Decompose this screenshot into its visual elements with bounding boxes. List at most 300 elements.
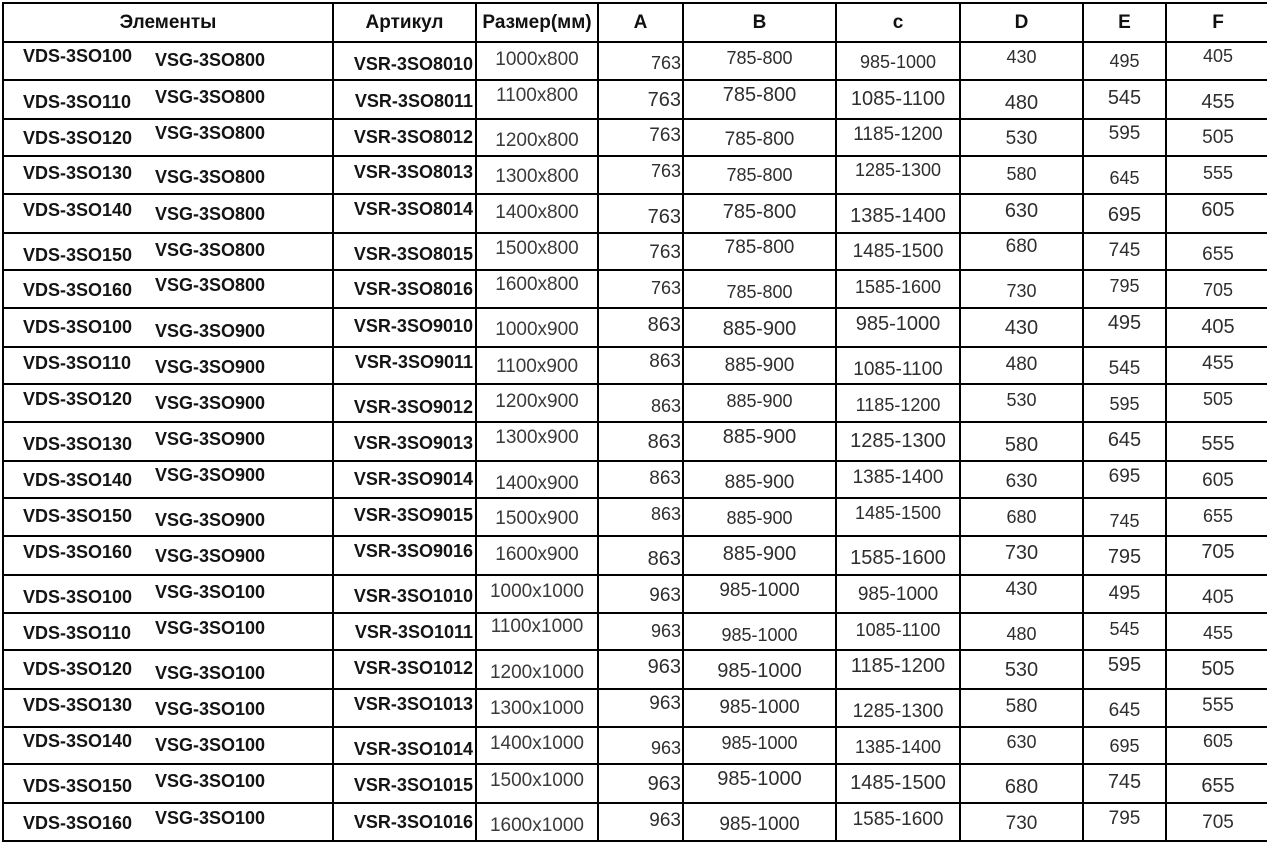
value-a-cell-value: 763 <box>649 242 681 264</box>
value-a-cell-value: 963 <box>649 692 681 714</box>
element-codes <box>4 86 332 112</box>
value-b-cell-value: 885-900 <box>724 471 795 493</box>
value-b-cell <box>683 80 836 119</box>
value-f-cell <box>1166 727 1267 765</box>
value-b-cell-value: 985-1000 <box>721 624 798 645</box>
value-c-cell-value: 1085-1100 <box>855 619 941 640</box>
value-f-cell-value: 505 <box>1202 127 1234 149</box>
value-c-cell-value: 985-1000 <box>855 312 941 335</box>
element-code-vsg: VSG-3SO900 <box>155 428 266 449</box>
value-f-cell <box>1166 461 1267 499</box>
table-header <box>3 3 1267 42</box>
element-code-vsg: VSG-3SO900 <box>155 545 266 566</box>
value-b-cell-value: 885-900 <box>726 507 793 528</box>
value-a-cell-value: 963 <box>647 656 681 679</box>
value-d-cell <box>960 119 1083 157</box>
value-c-cell-value: 1285-1300 <box>852 700 944 722</box>
value-e-cell <box>1083 536 1166 575</box>
value-c-cell <box>836 384 960 422</box>
size-cell <box>476 308 598 347</box>
value-e-cell <box>1083 308 1166 347</box>
value-b-cell-value: 785-800 <box>722 200 797 223</box>
element-codes <box>4 582 332 608</box>
value-a-cell-value: 763 <box>650 53 681 74</box>
value-b-cell <box>683 347 836 385</box>
value-f-cell-value: 605 <box>1202 730 1234 751</box>
elements-cell <box>3 384 333 422</box>
size-cell <box>476 727 598 765</box>
column-header-size: Размер(мм) <box>476 3 598 42</box>
value-e-cell-value: 695 <box>1107 203 1142 226</box>
value-b-cell <box>683 613 836 651</box>
article-cell <box>333 803 476 841</box>
value-d-cell-value: 530 <box>1006 389 1037 410</box>
size-cell <box>476 764 598 803</box>
element-code-vds: VDS-3SO160 <box>23 280 133 301</box>
value-b-cell-value: 985-1000 <box>719 814 800 836</box>
value-d-cell-value: 730 <box>1004 541 1039 564</box>
elements-cell <box>3 461 333 499</box>
article-cell <box>333 422 476 461</box>
value-d-cell <box>960 194 1083 233</box>
value-e-cell <box>1083 270 1166 308</box>
value-e-cell <box>1083 80 1166 119</box>
value-e-cell-value: 795 <box>1109 276 1140 297</box>
value-f-cell-value: 505 <box>1201 658 1235 681</box>
value-b-cell <box>683 270 836 308</box>
column-header-a: A <box>598 3 683 42</box>
size-cell-value: 1500x800 <box>495 238 579 260</box>
table-row <box>3 308 1267 347</box>
elements-cell <box>3 80 333 119</box>
value-f-cell-value: 455 <box>1202 622 1234 643</box>
value-b-cell <box>683 233 836 271</box>
size-cell-value: 1400x800 <box>495 202 579 224</box>
table-row <box>3 270 1267 308</box>
value-a-cell <box>598 308 683 347</box>
value-b-cell <box>683 764 836 803</box>
value-d-cell <box>960 384 1083 422</box>
column-header-article: Артикул <box>333 3 476 42</box>
element-codes <box>4 659 332 684</box>
value-d-cell-value: 480 <box>1006 623 1037 644</box>
value-c-cell <box>836 270 960 308</box>
article-cell <box>333 233 476 271</box>
elements-cell <box>3 727 333 765</box>
value-a-cell <box>598 194 683 233</box>
value-e-cell-value: 545 <box>1108 357 1141 379</box>
size-cell-value: 1500x900 <box>495 508 579 530</box>
spec-table <box>2 2 1267 842</box>
value-f-cell <box>1166 689 1267 727</box>
value-e-cell <box>1083 498 1166 536</box>
value-c-cell <box>836 194 960 233</box>
value-f-cell <box>1166 233 1267 271</box>
element-code-vds: VDS-3SO130 <box>23 433 133 454</box>
value-b-cell-value: 985-1000 <box>721 732 798 753</box>
element-code-vds: VDS-3SO150 <box>23 505 133 526</box>
value-f-cell <box>1166 803 1267 841</box>
article-cell <box>333 498 476 536</box>
value-a-cell <box>598 422 683 461</box>
value-d-cell-value: 580 <box>1004 433 1039 456</box>
size-cell <box>476 384 598 422</box>
value-d-cell <box>960 347 1083 385</box>
article-cell <box>333 194 476 233</box>
elements-cell <box>3 422 333 461</box>
value-b-cell <box>683 384 836 422</box>
elements-cell <box>3 536 333 575</box>
value-c-cell <box>836 803 960 841</box>
value-d-cell <box>960 42 1083 80</box>
value-a-cell-value: 763 <box>647 205 681 228</box>
value-e-cell <box>1083 650 1166 689</box>
size-cell-value: 1300x800 <box>495 165 579 187</box>
elements-cell <box>3 575 333 613</box>
article-cell-value: VSR-3SO1010 <box>353 586 473 607</box>
article-cell-value: VSR-3SO8015 <box>353 243 473 264</box>
value-e-cell-value: 695 <box>1109 735 1140 756</box>
value-b-cell <box>683 498 836 536</box>
article-cell <box>333 156 476 194</box>
value-d-cell <box>960 233 1083 271</box>
value-a-cell-value: 963 <box>650 737 681 758</box>
article-cell <box>333 347 476 385</box>
value-c-cell <box>836 422 960 461</box>
article-cell <box>333 270 476 308</box>
article-cell <box>333 764 476 803</box>
value-e-cell-value: 595 <box>1108 123 1141 145</box>
value-a-cell <box>598 270 683 308</box>
element-codes <box>4 465 332 491</box>
value-c-cell-value: 985-1000 <box>859 52 937 73</box>
value-e-cell-value: 745 <box>1108 240 1141 262</box>
value-f-cell <box>1166 498 1267 536</box>
value-c-cell-value: 1185-1200 <box>853 124 943 146</box>
value-b-cell-value: 785-800 <box>726 282 793 303</box>
value-c-cell <box>836 575 960 613</box>
value-a-cell-value: 863 <box>649 467 681 489</box>
table-row <box>3 613 1267 651</box>
element-code-vds: VDS-3SO120 <box>23 659 133 680</box>
value-d-cell <box>960 727 1083 765</box>
element-code-vsg: VSG-3SO100 <box>155 699 266 720</box>
column-header-d: D <box>960 3 1083 42</box>
size-cell <box>476 42 598 80</box>
value-a-cell-value: 963 <box>647 773 681 796</box>
element-code-vsg: VSG-3SO800 <box>155 50 266 71</box>
value-d-cell-value: 580 <box>1006 164 1037 185</box>
size-cell <box>476 650 598 689</box>
size-cell-value: 1000x800 <box>495 48 579 70</box>
value-c-cell-value: 1485-1500 <box>852 241 944 263</box>
size-cell-value: 1500x1000 <box>489 769 585 791</box>
value-e-cell <box>1083 689 1166 727</box>
elements-cell <box>3 308 333 347</box>
value-b-cell-value: 885-900 <box>722 425 797 448</box>
value-c-cell-value: 1385-1400 <box>852 466 944 488</box>
article-cell-value: VSR-3SO9016 <box>353 540 473 561</box>
value-b-cell <box>683 422 836 461</box>
size-cell <box>476 461 598 499</box>
element-code-vsg: VSG-3SO800 <box>155 203 266 224</box>
value-f-cell-value: 505 <box>1202 388 1234 409</box>
value-c-cell-value: 1285-1300 <box>854 160 942 181</box>
value-d-cell <box>960 498 1083 536</box>
element-code-vsg: VSG-3SO100 <box>155 734 266 755</box>
value-f-cell-value: 455 <box>1201 90 1235 113</box>
size-cell <box>476 233 598 271</box>
table-row <box>3 461 1267 499</box>
value-c-cell <box>836 308 960 347</box>
value-e-cell <box>1083 575 1166 613</box>
value-d-cell <box>960 308 1083 347</box>
size-cell-value: 1000x1000 <box>489 580 585 602</box>
element-code-vsg: VSG-3SO800 <box>155 167 266 188</box>
value-f-cell <box>1166 764 1267 803</box>
value-d-cell-value: 680 <box>1006 506 1037 527</box>
value-b-cell <box>683 194 836 233</box>
value-e-cell <box>1083 613 1166 651</box>
element-code-vsg: VSG-3SO100 <box>155 807 266 828</box>
header-row <box>3 3 1267 42</box>
value-a-cell <box>598 498 683 536</box>
size-cell <box>476 613 598 651</box>
value-e-cell <box>1083 422 1166 461</box>
elements-cell <box>3 498 333 536</box>
value-c-cell-value: 1485-1500 <box>854 502 942 523</box>
value-c-cell-value: 985-1000 <box>857 583 939 605</box>
value-c-cell-value: 1585-1600 <box>852 809 944 831</box>
value-d-cell-value: 480 <box>1005 353 1038 375</box>
size-cell <box>476 803 598 841</box>
value-e-cell-value: 745 <box>1109 510 1140 531</box>
value-e-cell-value: 595 <box>1107 654 1142 677</box>
element-codes <box>4 388 332 414</box>
element-codes <box>4 275 332 301</box>
value-d-cell-value: 630 <box>1005 470 1038 492</box>
size-cell <box>476 80 598 119</box>
size-cell <box>476 422 598 461</box>
value-d-cell <box>960 650 1083 689</box>
value-e-cell <box>1083 461 1166 499</box>
value-d-cell-value: 630 <box>1004 199 1039 222</box>
article-cell-value: VSR-3SO9014 <box>353 469 473 490</box>
size-cell-value: 1200x1000 <box>489 661 585 683</box>
value-f-cell <box>1166 42 1267 80</box>
value-c-cell <box>836 536 960 575</box>
size-cell <box>476 498 598 536</box>
value-a-cell-value: 863 <box>650 395 681 416</box>
size-cell-value: 1000x900 <box>495 319 579 341</box>
article-cell <box>333 727 476 765</box>
element-code-vsg: VSG-3SO100 <box>155 771 266 792</box>
value-a-cell <box>598 461 683 499</box>
value-b-cell-value: 785-800 <box>726 165 793 186</box>
value-d-cell-value: 680 <box>1005 236 1038 258</box>
size-cell-value: 1600x800 <box>495 273 579 295</box>
value-f-cell <box>1166 650 1267 689</box>
element-code-vds: VDS-3SO100 <box>23 316 133 337</box>
value-a-cell-value: 863 <box>647 313 681 336</box>
article-cell <box>333 461 476 499</box>
value-b-cell-value: 885-900 <box>722 542 797 565</box>
value-e-cell <box>1083 194 1166 233</box>
size-cell-value: 1600x1000 <box>489 815 585 837</box>
element-code-vds: VDS-3SO100 <box>23 46 133 67</box>
value-d-cell-value: 630 <box>1006 731 1037 752</box>
article-cell-value: VSR-3SO1013 <box>353 694 473 715</box>
article-cell-value: VSR-3SO9015 <box>353 504 473 525</box>
value-f-cell <box>1166 422 1267 461</box>
value-a-cell-value: 763 <box>649 125 681 147</box>
value-a-cell <box>598 42 683 80</box>
elements-cell <box>3 270 333 308</box>
value-a-cell <box>598 536 683 575</box>
table-row <box>3 575 1267 613</box>
column-header-b: B <box>683 3 836 42</box>
value-e-cell <box>1083 803 1166 841</box>
size-cell-value: 1100x800 <box>495 85 579 107</box>
value-b-cell <box>683 308 836 347</box>
element-codes <box>4 428 332 454</box>
table-row <box>3 689 1267 727</box>
elements-cell <box>3 650 333 689</box>
table-row <box>3 536 1267 575</box>
value-f-cell-value: 705 <box>1202 280 1234 301</box>
element-code-vsg: VSG-3SO800 <box>155 275 266 296</box>
value-c-cell <box>836 727 960 765</box>
value-a-cell-value: 963 <box>649 584 681 606</box>
value-e-cell-value: 495 <box>1109 51 1140 72</box>
value-a-cell-value: 763 <box>650 161 681 182</box>
value-f-cell-value: 405 <box>1202 46 1234 67</box>
value-f-cell <box>1166 613 1267 651</box>
elements-cell <box>3 194 333 233</box>
table-row <box>3 498 1267 536</box>
value-e-cell <box>1083 347 1166 385</box>
article-cell <box>333 689 476 727</box>
value-b-cell-value: 785-800 <box>722 83 797 106</box>
value-d-cell <box>960 575 1083 613</box>
value-a-cell <box>598 119 683 157</box>
article-cell-value: VSR-3SO8011 <box>354 90 473 111</box>
size-cell-value: 1200x900 <box>495 391 579 413</box>
value-a-cell <box>598 650 683 689</box>
size-cell-value: 1200x800 <box>495 130 579 152</box>
value-d-cell <box>960 461 1083 499</box>
value-b-cell <box>683 575 836 613</box>
value-e-cell-value: 595 <box>1109 393 1140 414</box>
value-a-cell-value: 963 <box>649 810 681 832</box>
value-e-cell-value: 795 <box>1107 545 1142 568</box>
table-row <box>3 194 1267 233</box>
table-row <box>3 156 1267 194</box>
value-b-cell-value: 985-1000 <box>717 660 802 683</box>
value-c-cell-value: 1085-1100 <box>850 87 946 110</box>
article-cell <box>333 119 476 157</box>
column-header-elements: Элементы <box>3 3 333 42</box>
value-f-cell <box>1166 80 1267 119</box>
value-b-cell-value: 785-800 <box>724 237 795 259</box>
element-code-vds: VDS-3SO140 <box>23 470 133 491</box>
element-code-vds: VDS-3SO140 <box>23 730 133 751</box>
value-d-cell <box>960 156 1083 194</box>
size-cell <box>476 156 598 194</box>
element-codes <box>4 122 332 148</box>
element-code-vsg: VSG-3SO900 <box>155 320 266 341</box>
value-d-cell-value: 430 <box>1006 47 1037 68</box>
column-header-c: c <box>836 3 960 42</box>
value-d-cell <box>960 270 1083 308</box>
element-code-vds: VDS-3SO100 <box>23 587 133 608</box>
element-codes <box>4 807 332 833</box>
value-a-cell <box>598 80 683 119</box>
value-f-cell <box>1166 270 1267 308</box>
size-cell-value: 1300x900 <box>495 427 579 449</box>
value-f-cell <box>1166 194 1267 233</box>
table-row <box>3 233 1267 271</box>
catalog-sheet <box>0 2 1267 844</box>
article-cell-value: VSR-3SO8012 <box>353 126 473 147</box>
column-header-e: E <box>1083 3 1166 42</box>
table-row <box>3 803 1267 841</box>
value-b-cell-value: 985-1000 <box>717 768 802 791</box>
element-code-vds: VDS-3SO150 <box>23 244 133 265</box>
value-f-cell <box>1166 536 1267 575</box>
element-code-vds: VDS-3SO120 <box>23 388 133 409</box>
table-row <box>3 80 1267 119</box>
element-codes <box>4 46 332 71</box>
value-c-cell <box>836 689 960 727</box>
value-c-cell-value: 1485-1500 <box>850 772 946 795</box>
article-cell <box>333 42 476 80</box>
value-c-cell-value: 1185-1200 <box>855 394 941 415</box>
element-code-vds: VDS-3SO130 <box>23 163 133 184</box>
value-c-cell-value: 1385-1400 <box>850 204 946 227</box>
value-f-cell-value: 605 <box>1201 198 1235 221</box>
element-code-vds: VDS-3SO110 <box>23 353 132 374</box>
element-codes <box>4 617 332 643</box>
size-cell-value: 1100x900 <box>495 355 579 377</box>
value-d-cell <box>960 80 1083 119</box>
element-code-vsg: VSG-3SO800 <box>155 122 266 143</box>
value-a-cell <box>598 575 683 613</box>
value-c-cell <box>836 80 960 119</box>
value-d-cell <box>960 613 1083 651</box>
value-a-cell <box>598 384 683 422</box>
article-cell-value: VSR-3SO1011 <box>354 621 473 642</box>
value-b-cell <box>683 536 836 575</box>
article-cell <box>333 536 476 575</box>
size-cell-value: 1400x1000 <box>489 733 585 755</box>
value-b-cell <box>683 42 836 80</box>
value-e-cell <box>1083 119 1166 157</box>
value-b-cell-value: 985-1000 <box>719 579 800 601</box>
element-code-vsg: VSG-3SO800 <box>155 239 266 260</box>
value-e-cell <box>1083 384 1166 422</box>
size-cell <box>476 119 598 157</box>
value-b-cell <box>683 650 836 689</box>
article-cell-value: VSR-3SO9012 <box>353 396 473 417</box>
element-codes <box>4 355 332 376</box>
value-c-cell <box>836 233 960 271</box>
article-cell <box>333 575 476 613</box>
table-row <box>3 42 1267 80</box>
value-a-cell-value: 863 <box>647 430 681 453</box>
value-b-cell-value: 885-900 <box>722 317 797 340</box>
value-f-cell-value: 555 <box>1201 432 1235 455</box>
